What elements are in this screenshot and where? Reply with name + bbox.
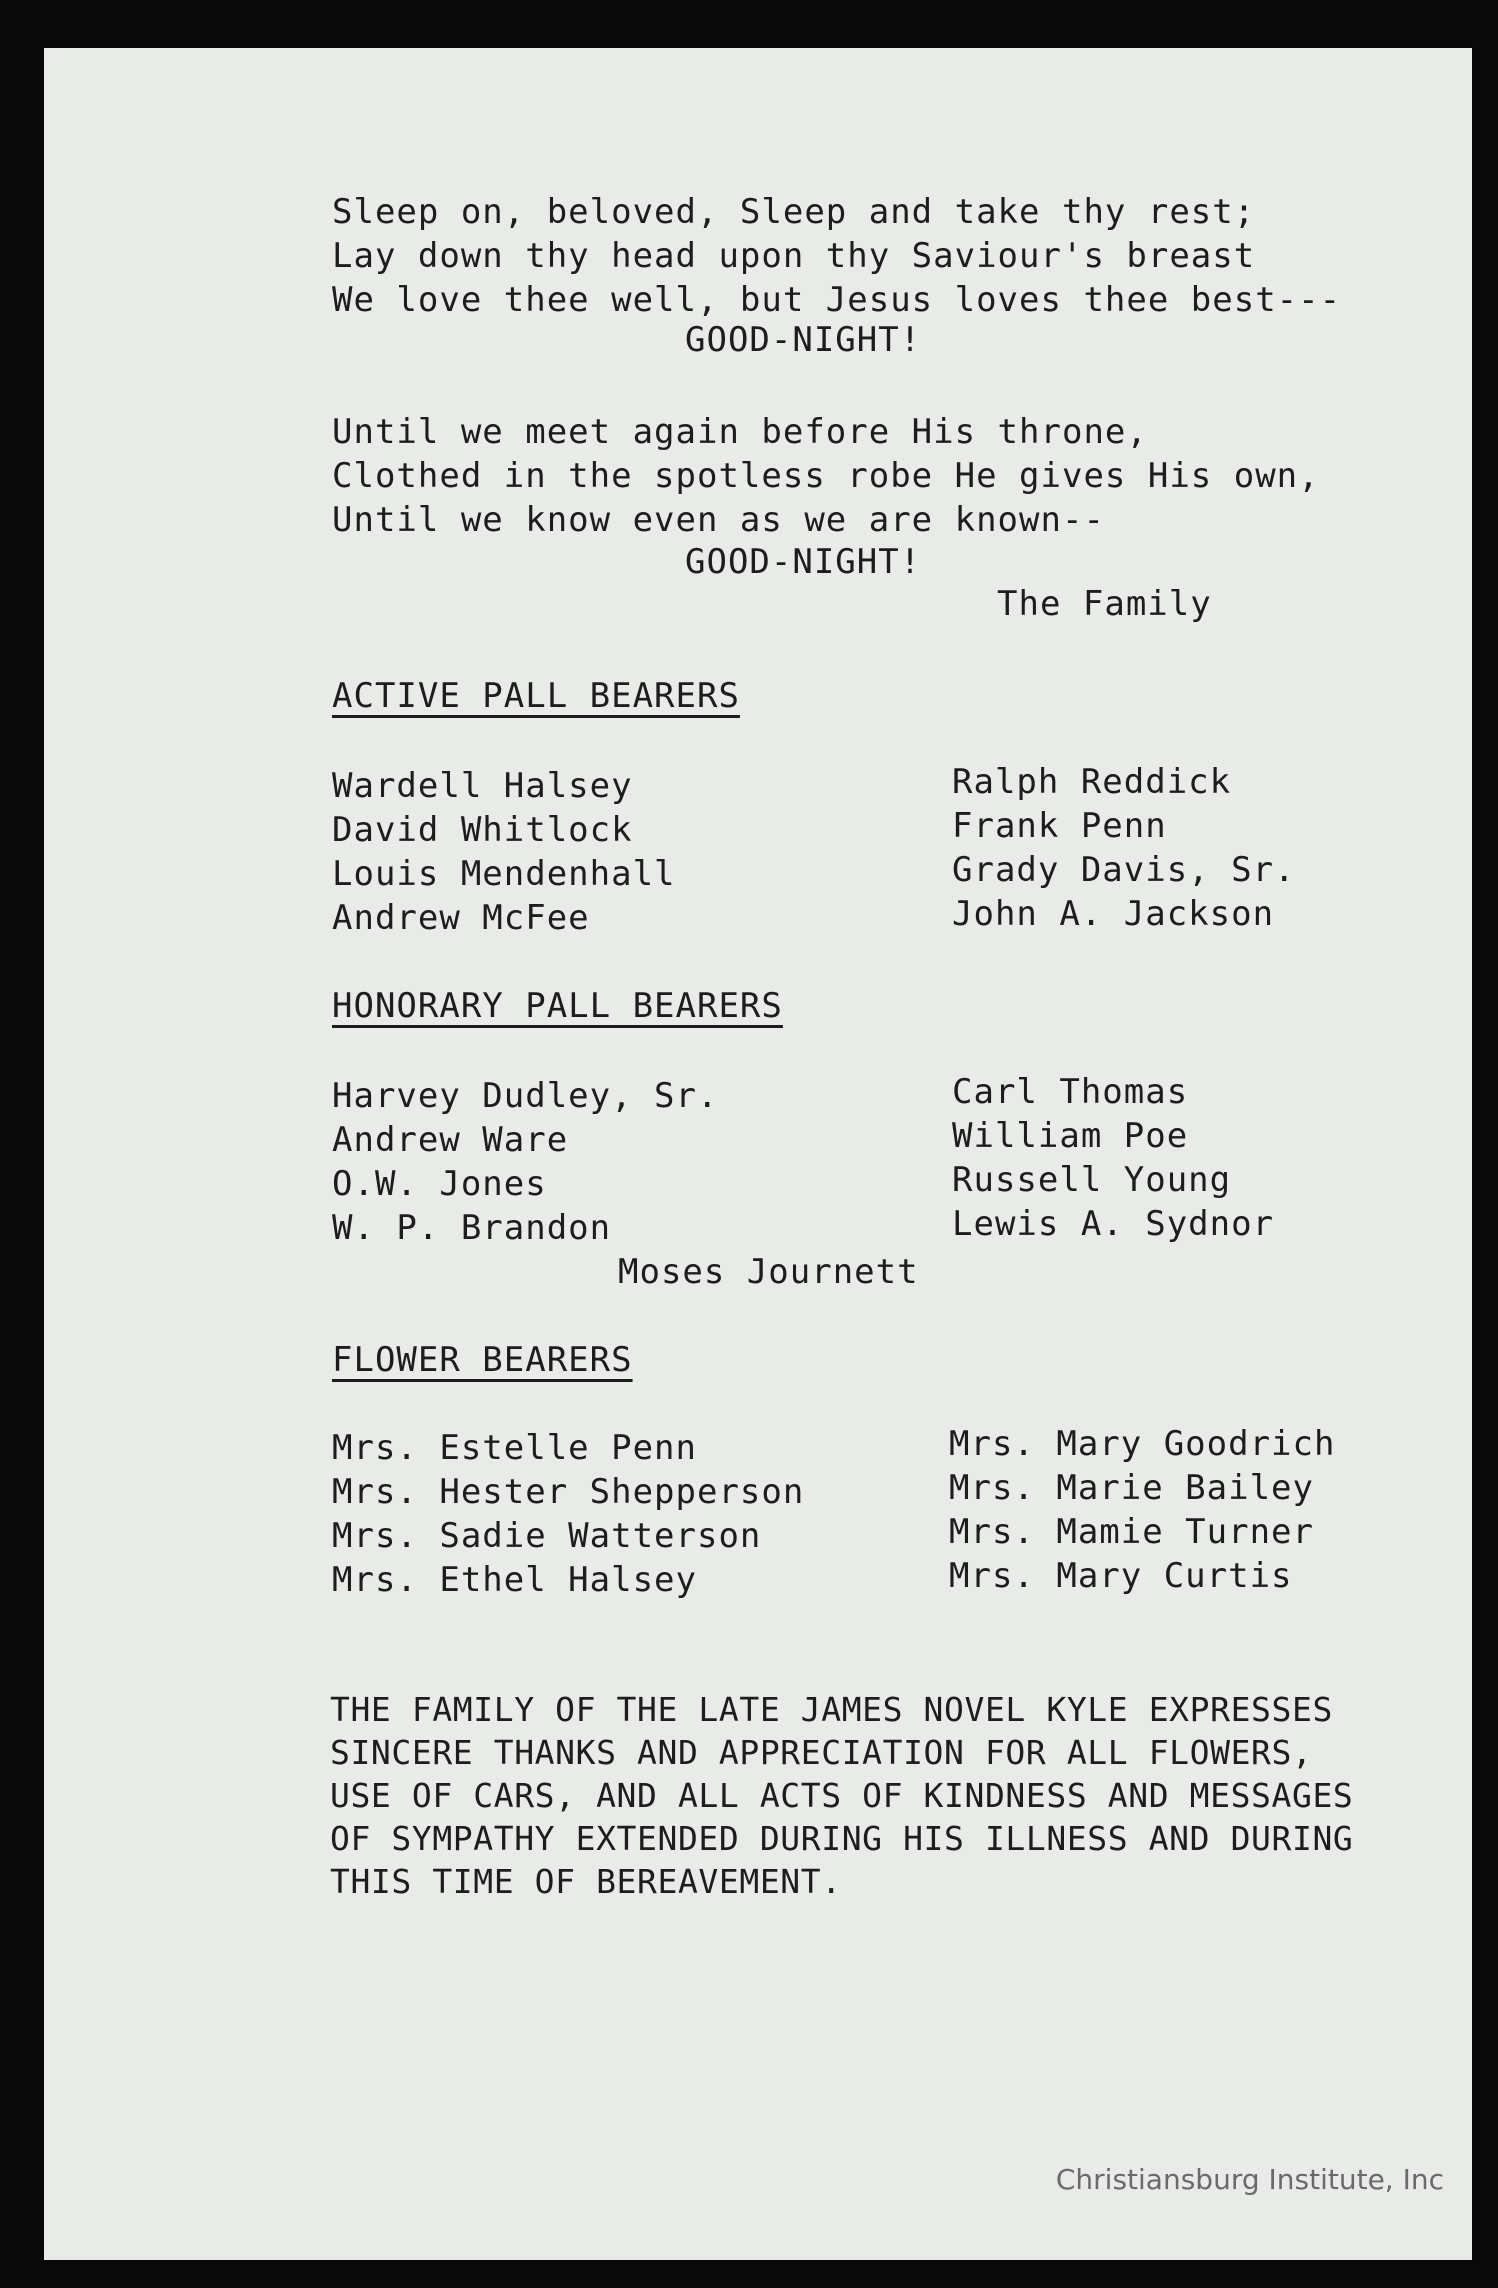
bearer-name: Mrs. Ethel Halsey	[332, 1560, 697, 1600]
bearer-name: David Whitlock	[332, 810, 633, 850]
acknowledgement-line: OF SYMPATHY EXTENDED DURING HIS ILLNESS AND DURING	[330, 1819, 1354, 1858]
bearer-name: Lewis A. Sydnor	[952, 1204, 1275, 1244]
bearer-name: Mrs. Hester Shepperson	[332, 1472, 805, 1512]
bearer-name: Russell Young	[952, 1160, 1232, 1200]
poem-line: Lay down thy head upon thy Saviour's breast	[332, 236, 1256, 276]
poem-line: Until we meet again before His throne,	[332, 412, 1148, 452]
bearer-name: Mrs. Mamie Turner	[949, 1512, 1314, 1552]
poem-line: Until we know even as we are known--	[332, 500, 1105, 540]
bearer-name: O.W. Jones	[332, 1164, 547, 1204]
bearer-name: Mrs. Mary Curtis	[949, 1556, 1293, 1596]
poem-signature: The Family	[997, 584, 1212, 624]
watermark: Christiansburg Institute, Inc	[1055, 2163, 1444, 2196]
bearer-name: Mrs. Marie Bailey	[949, 1468, 1314, 1508]
flower-bearers-heading: FLOWER BEARERS	[332, 1340, 633, 1380]
bearer-name: Frank Penn	[952, 806, 1167, 846]
bearer-name: W. P. Brandon	[332, 1208, 612, 1248]
acknowledgement-line: THE FAMILY OF THE LATE JAMES NOVEL KYLE EXPRESSES	[330, 1690, 1333, 1729]
honorary-pall-bearers-heading: HONORARY PALL BEARERS	[332, 986, 783, 1026]
bearer-name: Grady Davis, Sr.	[952, 850, 1296, 890]
acknowledgement-line: SINCERE THANKS AND APPRECIATION FOR ALL FLOWERS,	[330, 1733, 1313, 1772]
acknowledgement-line: USE OF CARS, AND ALL ACTS OF KINDNESS AND MESSAGES	[330, 1776, 1354, 1815]
bearer-name: Moses Journett	[618, 1252, 919, 1292]
bearer-name: Mrs. Estelle Penn	[332, 1428, 697, 1468]
bearer-name: Wardell Halsey	[332, 766, 633, 806]
bearer-name: William Poe	[952, 1116, 1189, 1156]
bearer-name: Mrs. Mary Goodrich	[949, 1424, 1336, 1464]
program-page	[44, 48, 1472, 2260]
bearer-name: Louis Mendenhall	[332, 854, 676, 894]
poem-line: We love thee well, but Jesus loves thee best---	[332, 280, 1342, 320]
active-pall-bearers-heading: ACTIVE PALL BEARERS	[332, 676, 740, 716]
bearer-name: Andrew McFee	[332, 898, 590, 938]
goodnight-line: GOOD-NIGHT!	[685, 542, 922, 582]
poem-line: Sleep on, beloved, Sleep and take thy rest;	[332, 192, 1256, 232]
acknowledgement-line: THIS TIME OF BEREAVEMENT.	[330, 1862, 842, 1901]
goodnight-line: GOOD-NIGHT!	[685, 320, 922, 360]
bearer-name: Carl Thomas	[952, 1072, 1189, 1112]
bearer-name: Andrew Ware	[332, 1120, 569, 1160]
bearer-name: Mrs. Sadie Watterson	[332, 1516, 762, 1556]
bearer-name: John A. Jackson	[952, 894, 1275, 934]
poem-line: Clothed in the spotless robe He gives His own,	[332, 456, 1320, 496]
bearer-name: Harvey Dudley, Sr.	[332, 1076, 719, 1116]
bearer-name: Ralph Reddick	[952, 762, 1232, 802]
